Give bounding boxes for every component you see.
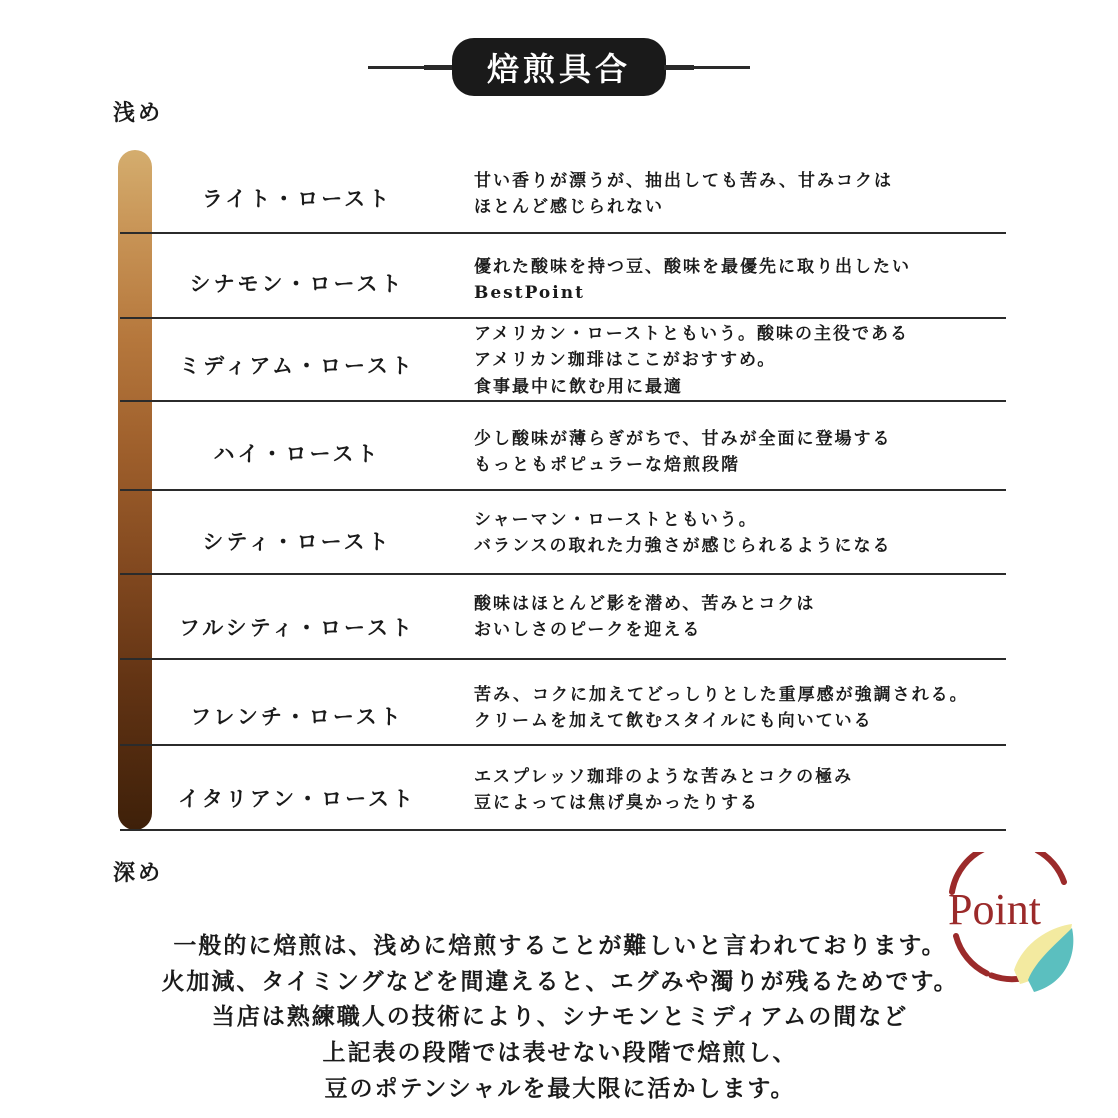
note-line: 火加減、タイミングなどを間違えると、エグみや濁りが残るためです。 xyxy=(161,967,959,995)
roast-name: シティ・ロースト xyxy=(202,529,392,554)
roast-description-line: バランスの取れた力強さが感じられるようになる xyxy=(474,536,892,557)
roast-description-line: 苦み、コクに加えてどっしりとした重厚感が強調される。 xyxy=(474,685,969,705)
note-line: 一般的に焙煎は、浅めに焙煎することが難しいと言われております。 xyxy=(173,932,947,959)
roast-name: シナモン・ロースト xyxy=(189,271,405,296)
roast-description-line: 優れた酸味を持つ豆、酸味を最優先に取り出したい xyxy=(474,257,911,277)
roast-row xyxy=(120,746,1006,831)
roast-row xyxy=(120,575,1006,660)
roast-description xyxy=(474,254,1014,307)
roast-description xyxy=(474,321,1014,400)
roast-row xyxy=(120,491,1006,575)
roast-description-line: おいしさのピークを迎える xyxy=(474,620,702,641)
roast-description-line: シャーマン・ローストともいう。 xyxy=(474,510,758,530)
title-rule-left xyxy=(368,66,454,69)
note-line: 上記表の段階では表せない段階で焙煎し、 xyxy=(322,1038,798,1066)
roast-description-line: もっともポピュラーな焙煎段階 xyxy=(474,455,740,476)
roast-description-line: 甘い香りが漂うが、抽出しても苦み、甘みコクは xyxy=(474,171,894,191)
roast-row xyxy=(120,234,1006,319)
roast-description-line: アメリカン・ローストともいう。酸味の主役である xyxy=(474,324,909,344)
roast-description xyxy=(474,168,1014,221)
roast-name: ミディアム・ロースト xyxy=(179,353,415,378)
roast-description xyxy=(474,682,1014,735)
roast-description-line: アメリカン珈琲はここがおすすめ。 xyxy=(474,350,777,371)
roast-row xyxy=(120,660,1006,746)
roast-name: フルシティ・ロースト xyxy=(179,615,415,640)
badge-label: Point xyxy=(948,885,1041,934)
roast-description xyxy=(474,507,1014,560)
roast-description-line: 酸味はほとんど影を潜め、苦みとコクは xyxy=(474,594,816,614)
note-line: 当店は熟練職人の技術により、シナモンとミディアムの間など xyxy=(211,1003,909,1031)
roast-description-line: 豆によっては焦げ臭かったりする xyxy=(474,793,759,814)
roast-name: ハイ・ロースト xyxy=(213,441,381,466)
roast-name: イタリアン・ロースト xyxy=(177,786,417,811)
title-banner xyxy=(0,38,1118,96)
roast-row xyxy=(120,402,1006,491)
roast-row xyxy=(120,319,1006,402)
roast-description-line: クリームを加えて飲むスタイルにも向いている xyxy=(474,711,873,732)
page-title: 焙煎具合 xyxy=(452,38,666,96)
roast-description xyxy=(474,591,1014,644)
scale-light-label: 浅め xyxy=(113,100,164,126)
scale-dark-label: 深め xyxy=(113,860,164,886)
roast-description-line: 少し酸味が薄らぎがちで、甘みが全面に登場する xyxy=(474,429,892,449)
roast-row xyxy=(120,150,1006,234)
roast-name: ライト・ロースト xyxy=(201,186,393,211)
title-rule-right xyxy=(664,66,750,69)
note-line: 豆のポテンシャルを最大限に活かします。 xyxy=(324,1074,796,1102)
roast-description-line: 食事最中に飲む用に最適 xyxy=(474,376,683,397)
roast-description-line: エスプレッソ珈琲のような苦みとコクの極み xyxy=(474,767,854,787)
roast-name: フレンチ・ロースト xyxy=(190,704,404,729)
bottom-note xyxy=(60,928,1060,1106)
roast-description xyxy=(474,764,1014,817)
roast-description xyxy=(474,426,1014,479)
roast-description-line: ほとんど感じられない xyxy=(474,197,664,218)
roast-description-line: BestPoint xyxy=(474,283,585,304)
